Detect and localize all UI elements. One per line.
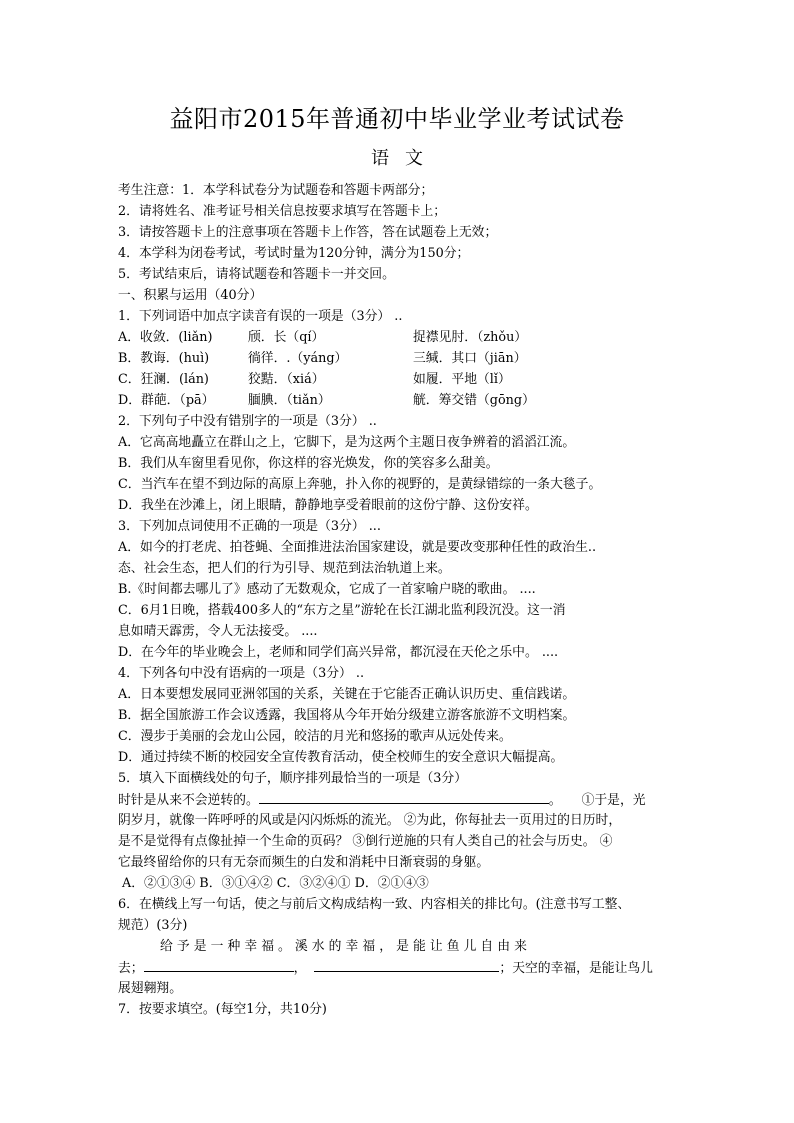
option-word: 腼腆．（tiǎn） — [248, 393, 331, 408]
notice-line: 5．考试结束后，请将试题卷和答题卡一并交回。 — [118, 267, 395, 282]
option-word: 狡黠．（xiá） — [248, 372, 325, 387]
exam-body — [118, 180, 678, 1020]
option-word: 如履．平地（lǐ） — [413, 372, 511, 387]
question-5-line-4: 它最终留给你的只有无奈而频生的白发和消耗中日渐衰弱的身躯。 — [118, 855, 490, 870]
question-5-line-3: 是不是觉得有点像扯掉一个生命的页码？ ③倒行逆施的只有人类自己的社会与历史。 ④ — [118, 834, 613, 849]
question-3-line: D．在今年的毕业晚会上，老师和同学们高兴异常，都沉浸在天伦之乐中。 .... — [118, 645, 559, 660]
section-heading: 一、积累与运用（40分） — [118, 288, 263, 303]
question-2-option-a: A．它高高地矗立在群山之上，它脚下，是为这两个主题日夜争辨着的滔滔江流。 — [118, 435, 576, 450]
q5-text: 时针是从来不会逆转的。 — [118, 793, 259, 808]
answer-blank[interactable] — [314, 957, 499, 972]
option-word: 颀．长（qí） — [248, 330, 325, 345]
question-3-stem: 3．下列加点词使用不正确的一项是（3分） ... — [118, 519, 381, 534]
q6-text: ；天空的幸福，是能让鸟儿 — [499, 961, 653, 976]
question-1-option-b — [118, 348, 678, 369]
subject-title — [0, 146, 794, 172]
question-4-stem: 4．下列各句中没有语病的一项是（3分） .. — [118, 666, 365, 681]
notice-line: 3．请按答题卡上的注意事项在答题卡上作答，答在试题卷上无效； — [118, 225, 498, 240]
q6-text: 去； — [118, 961, 144, 976]
question-6-stem-2: 规范）(3分) — [118, 918, 188, 933]
question-3-line: B.《时间都去哪儿了》感动了无数观众，它成了一首家喻户晓的歌曲。 .... — [118, 582, 536, 597]
subject-char-2: 文 — [405, 148, 423, 169]
question-5-line-2: 阴岁月，就像一阵呼呼的风或是闪闪烁烁的流光。 ②为此，你每扯去一页用过的日历时， — [118, 813, 622, 828]
question-2-option-c: C．当汽车在望不到边际的高原上奔驰，扑入你的视野的，是黄绿错综的一条大毯子。 — [118, 477, 602, 492]
exam-title: 益阳市2015年普通初中毕业学业考试试卷 — [169, 105, 625, 133]
option-word: 三缄．其口（jiān） — [413, 351, 527, 366]
question-2-option-d: D．我坐在沙滩上，闭上眼睛，静静地享受着眼前的这份宁静、这份安祥。 — [118, 498, 538, 513]
question-3-line: 态、社会生态，把人们的行为引导、规范到法治轨道上来。 — [118, 561, 451, 576]
subject-char-1: 语 — [371, 148, 389, 169]
question-6-stem: 6．在横线上写一句话，使之与前后文构成结构一致、内容相关的排比句。(注意书写工整、 — [118, 897, 631, 912]
question-1-stem: 1．下列词语中加点字读音有误的一项是（3分） .. — [118, 309, 403, 324]
q5-text: 。 — [548, 793, 562, 808]
question-5-line-1 — [118, 789, 678, 810]
question-1-option-d — [118, 390, 678, 411]
answer-blank[interactable] — [144, 957, 294, 972]
option-word: 觥．筹交错（gōng） — [413, 393, 535, 408]
answer-blank[interactable] — [259, 789, 549, 804]
question-4-option-a: A．日本要想发展同亚洲邻国的关系，关键在于它能否正确认识历史、重信践诺。 — [118, 687, 576, 702]
question-7-stem: 7．按要求填空。(每空1分，共10分) — [118, 1002, 327, 1017]
question-2-stem: 2．下列句子中没有错别字的一项是（3分） .. — [118, 414, 377, 429]
question-4-option-b: B．据全国旅游工作会议透露，我国将从今年开始分级建立游客旅游不文明档案。 — [118, 708, 576, 723]
question-5-stem: 5．填入下面横线处的句子，顺序排列最恰当的一项是（3分） — [118, 771, 468, 786]
question-5-choices: A．②①③④ B．③①④② C．③②④① D．②①④③ — [122, 876, 429, 891]
question-6-line-1: 给 予 是 一 种 幸 福 。 溪 水 的 幸 福 ， 是 能 让 鱼 儿 自 由 来 — [160, 939, 527, 954]
option-word: 徜徉．.（yáng） — [248, 351, 348, 366]
q6-text: ， — [293, 961, 307, 976]
notice-line: 4．本学科为闭卷考试，考试时量为120分钟，满分为150分； — [118, 246, 470, 261]
option-word: A．收敛．(liǎn) — [118, 330, 213, 345]
q5-text: ①于是，光 — [581, 793, 646, 808]
question-4-option-d: D．通过持续不断的校园安全宣传教育活动，使全校师生的安全意识大幅提高。 — [118, 750, 564, 765]
question-1-option-a — [118, 327, 678, 348]
question-6-line-3: 展翅翱翔。 — [118, 981, 182, 996]
option-word: B．教诲．(huì) — [118, 351, 210, 366]
question-3-line: 息如晴天霹雳，令人无法接受。 .... — [118, 624, 318, 639]
question-2-option-b: B．我们从车窗里看见你，你这样的容光焕发，你的笑容多么甜美。 — [118, 456, 499, 471]
option-word: C．狂澜．(lán) — [118, 372, 209, 387]
option-word: 捉襟见肘．（zhǒu） — [413, 330, 528, 345]
notice-line: 考生注意：1．本学科试卷分为试题卷和答题卡两部分； — [118, 183, 434, 198]
option-word: D．群葩．（pā） — [118, 393, 215, 408]
question-4-option-c: C．漫步于美丽的会龙山公园，皎洁的月光和悠扬的歌声从远处传来。 — [118, 729, 512, 744]
question-3-line: C．6月1日晚，搭载400多人的“东方之星”游轮在长江湖北监利段沉没。这一消 — [118, 603, 566, 618]
question-6-line-2 — [118, 957, 678, 978]
question-3-line: A．如今的打老虎、拍苍蝇、全面推进法治国家建设，就是要改变那种任性的政治生.. — [118, 540, 597, 555]
notice-line: 2．请将姓名、准考证号相关信息按要求填写在答题卡上； — [118, 204, 447, 219]
question-1-option-c — [118, 369, 678, 390]
